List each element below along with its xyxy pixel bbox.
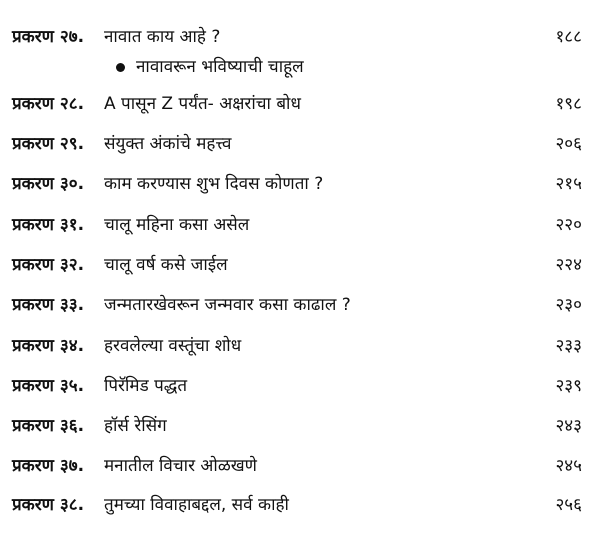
chapter-title: A पासून Z पर्यंत- अक्षरांचा बोध — [104, 94, 301, 114]
chapter-label: प्रकरण ३४. — [12, 336, 85, 356]
chapter-label: प्रकरण ३६. — [12, 416, 85, 436]
chapter-label: प्रकरण ३२. — [12, 255, 85, 275]
toc-entry-27 — [0, 22, 600, 52]
page-number: २०६ — [555, 134, 582, 154]
subentry-title: नावावरून भविष्याची चाहूल — [136, 57, 304, 77]
toc-entry-35 — [0, 371, 600, 401]
chapter-title: हॉर्स रेसिंग — [104, 416, 167, 436]
page-number: २२४ — [555, 255, 582, 275]
chapter-label: प्रकरण २७. — [12, 27, 85, 47]
toc-subentry — [0, 52, 600, 82]
chapter-title: काम करण्यास शुभ दिवस कोणता ? — [104, 174, 324, 194]
page-number: २४५ — [555, 456, 582, 476]
page-number: २३३ — [555, 336, 582, 356]
chapter-title: पिरॅमिड पद्धत — [104, 376, 188, 396]
chapter-title: नावात काय आहे ? — [104, 27, 221, 47]
toc-entry-31 — [0, 210, 600, 240]
chapter-title: चालू महिना कसा असेल — [104, 215, 250, 235]
toc-entry-30 — [0, 169, 600, 199]
toc-entry-29 — [0, 129, 600, 159]
chapter-label: प्रकरण ३१. — [12, 215, 85, 235]
page-number: २१५ — [555, 174, 582, 194]
toc-entry-37 — [0, 451, 600, 481]
page-number: १९८ — [555, 94, 582, 114]
page-number: २२० — [555, 215, 582, 235]
chapter-title: चालू वर्ष कसे जाईल — [104, 255, 228, 275]
chapter-label: प्रकरण ३५. — [12, 376, 85, 396]
chapter-label: प्रकरण २९. — [12, 134, 85, 154]
chapter-label: प्रकरण ३३. — [12, 295, 85, 315]
chapter-title: हरवलेल्या वस्तूंचा शोध — [104, 336, 242, 356]
page-number: १८८ — [555, 27, 582, 47]
toc-entry-28 — [0, 89, 600, 119]
bullet-icon — [116, 63, 125, 72]
chapter-title: जन्मतारखेवरून जन्मवार कसा काढाल ? — [104, 295, 351, 315]
page-number: २५६ — [555, 495, 582, 515]
page-number: २३० — [555, 295, 582, 315]
chapter-title: संयुक्त अंकांचे महत्त्व — [104, 134, 232, 154]
page-number: २३९ — [555, 376, 582, 396]
chapter-label: प्रकरण ३०. — [12, 174, 85, 194]
toc-entry-36 — [0, 411, 600, 441]
toc-entry-38 — [0, 490, 600, 520]
toc-entry-32 — [0, 250, 600, 280]
page-number: २४३ — [555, 416, 582, 436]
chapter-title: मनातील विचार ओळखणे — [104, 456, 257, 476]
chapter-label: प्रकरण ३७. — [12, 456, 85, 476]
chapter-label: प्रकरण २८. — [12, 94, 85, 114]
toc-entry-33 — [0, 290, 600, 320]
toc-entry-34 — [0, 331, 600, 361]
chapter-label: प्रकरण ३८. — [12, 495, 85, 515]
chapter-title: तुमच्या विवाहाबद्दल, सर्व काही — [104, 495, 289, 515]
